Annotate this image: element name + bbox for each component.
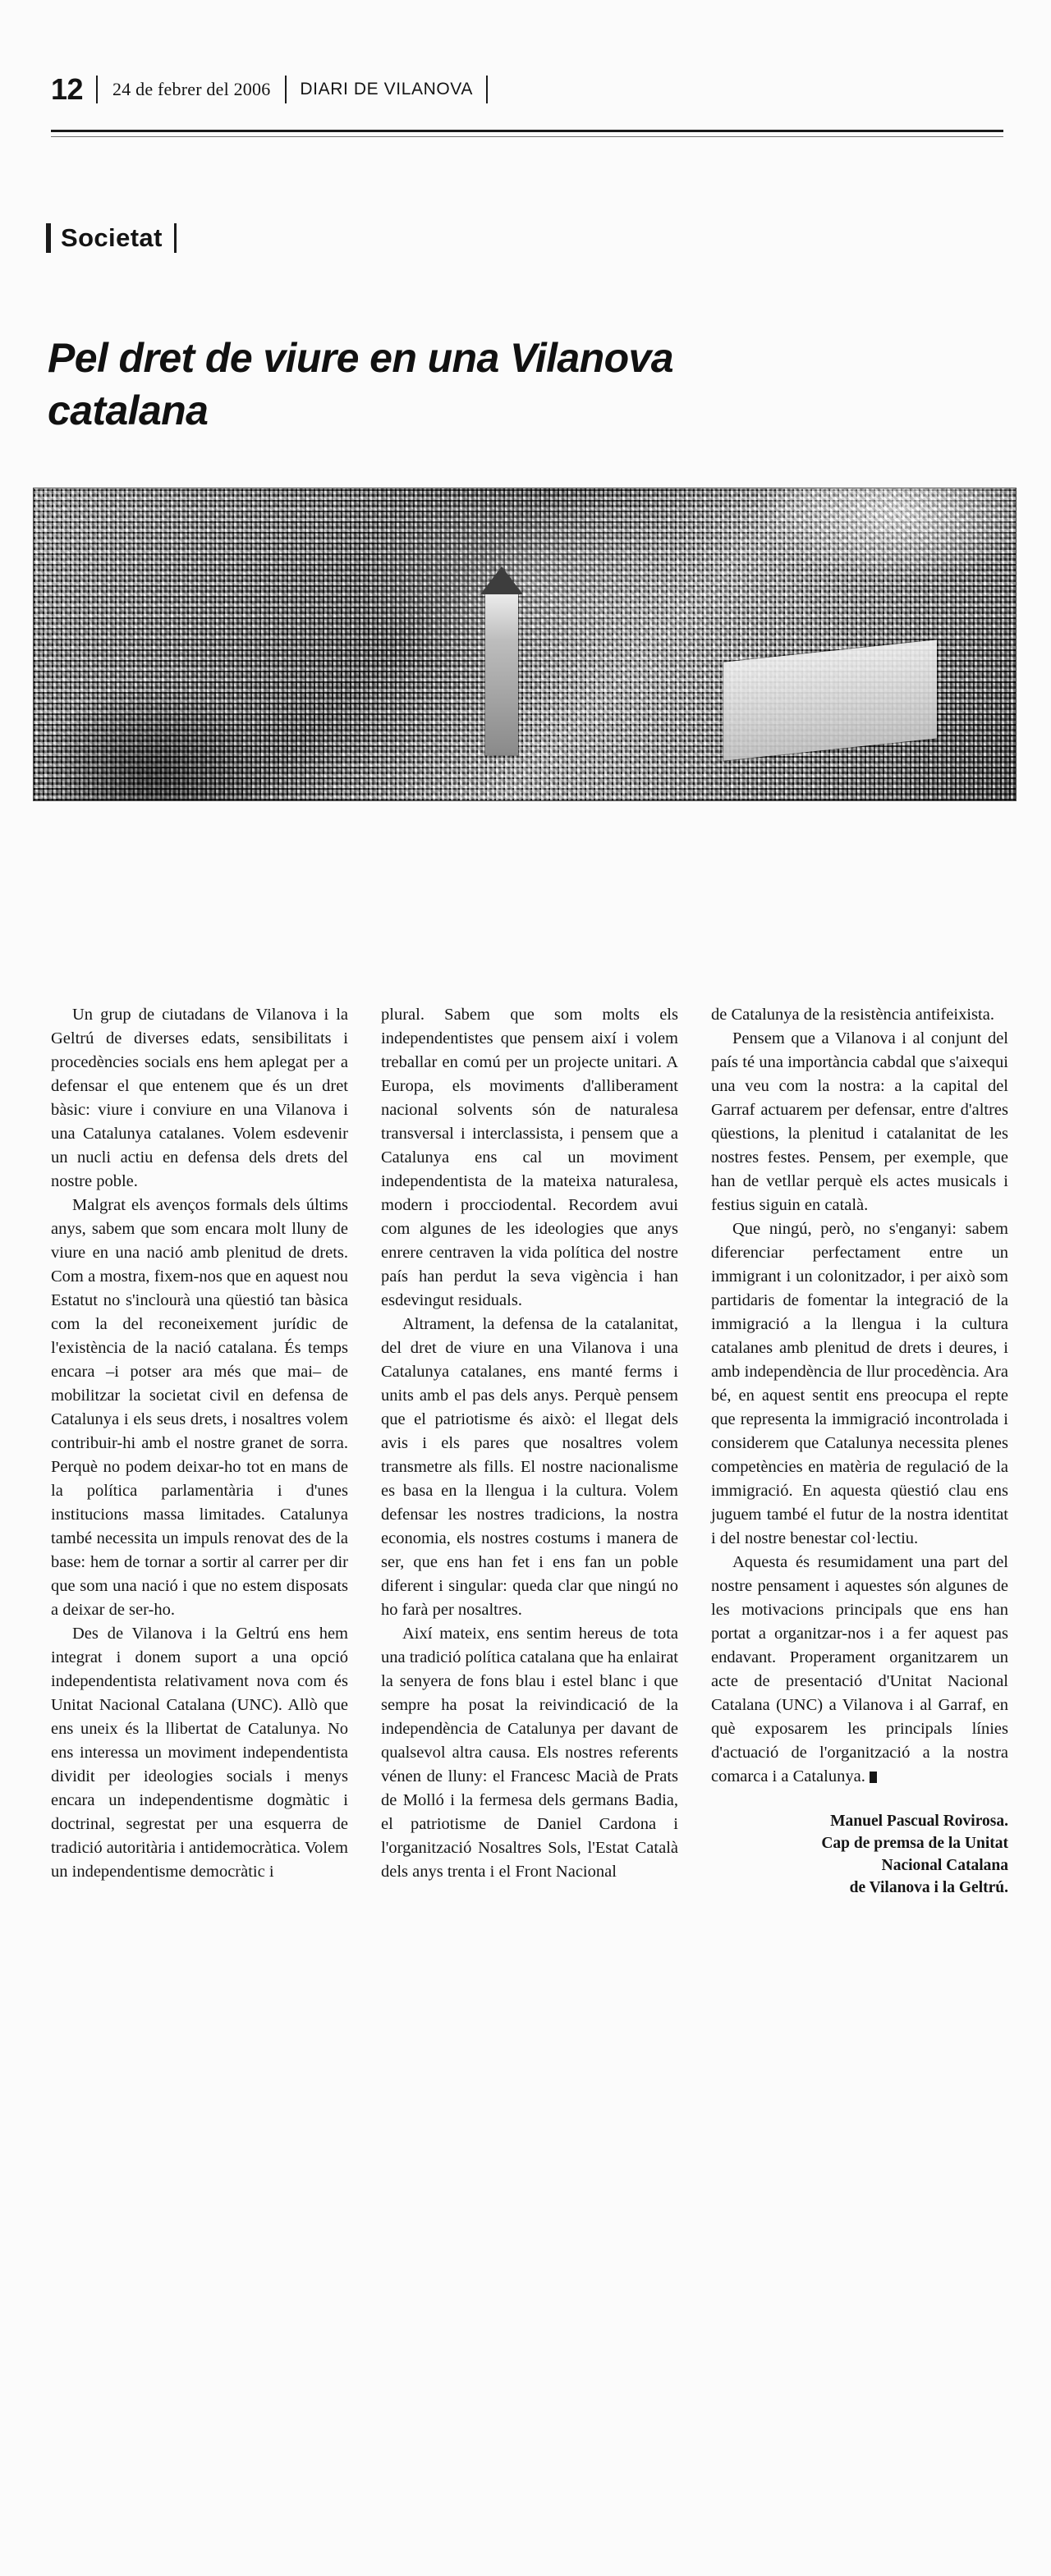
article-body	[51, 1003, 1010, 1899]
article-column-1	[51, 1003, 348, 1899]
section-name: Societat	[61, 223, 163, 252]
signature-role-2: Nacional Catalana	[881, 1857, 1008, 1874]
section-bar-left	[46, 223, 51, 253]
paragraph: Un grup de ciutadans de Vilanova i la Geltrú de diverses edats, sensibilitats i procedències socials ens hem aplegat per a defensar el que entenem que és un dret bàsic: viure i conviure en una Vilanova i una Catalunya catalanes. Volem esdevenir un nucli actiu en defensa dels drets del nostre poble.	[51, 1006, 348, 1190]
paragraph: Així mateix, ens sentim hereus de tota una tradició política catalana que ha enlairat la senyera de fons blau i estel blanc i que sempre ha posat la reivindicació de la independència de Catalunya per davant de qualsevol altra causa. Els nostres referents vénen de lluny: el Francesc Macià de Prats de Molló i la fermesa dels germans Badia, el patriotisme de Daniel Cardona i l'organització Nosaltres Sols, l'Estat Català dels anys trenta i el Front Nacional	[381, 1625, 678, 1881]
article-headline: Pel dret de viure en una Vilanova catalana	[48, 334, 673, 433]
paragraph: Pensem que a Vilanova i al conjunt del país té una importància cabdal que s'aixequi una veu com la nostra: a la capital del Garraf actuarem per defensar, entre d'altres qüestions, la plenitud i catalanitat de les nostres festes. Pensem, per exemple, que han de vetllar perquè els actes musicals i festius siguin en català.	[711, 1029, 1008, 1214]
article-column-3	[711, 1003, 1008, 1899]
paragraph: Malgrat els avenços formals dels últims anys, sabem que som encara molt lluny de viure en una nació amb plenitud de drets. Com a mostra, fixem-nos que en aquest nou Estatut no s'inclourà una qüestió tan bàsica com la del reconeixement jurídic de l'existència de la nació catalana. És temps encara –i potser ara més que mai– de mobilitzar la societat civil en defensa de Catalunya i els seus drets, i nosaltres volem contribuir-hi amb el nostre granet de sorra. Perquè no podem deixar-ho tot en mans de la política parlamentària i d'unes institucions massa limitades. Catalunya també necessita un impuls renovat des de la base: hem de tornar a sortir al carrer per dir que som una nació i que no estem disposats a deixar de ser-ho.	[51, 1196, 348, 1619]
article-signature	[711, 1810, 1008, 1899]
publication-name: DIARI DE VILANOVA	[300, 80, 473, 99]
signature-role-1: Cap de premsa de la Unitat	[821, 1835, 1008, 1852]
end-mark-icon	[870, 1772, 877, 1783]
signature-role-3: de Vilanova i la Geltrú.	[849, 1879, 1008, 1896]
masthead-rule-thin	[51, 136, 1003, 137]
paragraph: Des de Vilanova i la Geltrú ens hem integrat i donem suport a una opció independentista relativament nova com és Unitat Nacional Catalana (UNC). Allò que ens uneix és la llibertat de Catalunya. No ens interessa un moviment independentista dividit per ideologies socials i menys encara un independentisme dogmàtic i doctrinal, segrestat per una esquerra de tradició autoritària i antidemocràtica. Volem un independentisme democràtic i	[51, 1625, 348, 1881]
masthead-divider-3	[486, 76, 488, 103]
masthead	[51, 64, 1003, 115]
article-column-2	[381, 1003, 678, 1899]
church-tower-shape	[485, 591, 518, 755]
page-number: 12	[51, 72, 84, 106]
paragraph: Que ningú, però, no s'enganyi: sabem diferenciar perfectament entre un immigrant i un colonitzador, i per això som partidaris de fomentar la integració de la immigració a la llengua i la cultura catalanes amb plenitud de drets i deures, i amb independència de llur procedència. Ara bé, en aquest sentit ens preocupa el repte que representa la immigració incontrolada i considerem que Catalunya necessita plenes competències en matèria de regulació de la immigració. En aquesta qüestió clau ens juguem també el futur de la nostra identitat i del nostre benestar col·lectiu.	[711, 1220, 1008, 1547]
section-label	[46, 220, 177, 256]
masthead-rule	[51, 130, 1003, 132]
paragraph: de Catalunya de la resistència antifeixista.	[711, 1006, 994, 1024]
paragraph: plural. Sabem que som molts els independentistes que pensem així i volem treballar en comú per un projecte unitari. A Europa, els moviments d'alliberament nacional solvents són de naturalesa transversal i interclassista, i pensem que a Catalunya ens cal un moviment independentista de la mateixa naturalesa, modern i procciodental. Recordem avui com algunes de les ideologies que anys enrere centraven la vida política del nostre país han perdut la seva vigència i han esdevingut residuals.	[381, 1006, 678, 1309]
paragraph-last	[711, 1551, 1008, 1789]
masthead-date: 24 de febrer del 2006	[112, 79, 271, 99]
paragraph-text: Aquesta és resumidament una part del nostre pensament i aquestes són algunes de les motivacions principals que ens han portat a organitzar-nos i a fer aquest pas endavant. Properament organitzarem un acte de presentació d'Unitat Nacional Catalana (UNC) a Vilanova i al Garraf, en què exposarem les principals línies d'actuació de l'organització a la nostra comarca i a Catalunya.	[711, 1553, 1008, 1785]
signature-name: Manuel Pascual Rovirosa.	[830, 1813, 1008, 1830]
article-photo	[33, 488, 1017, 801]
paragraph: Altrament, la defensa de la catalanitat, del dret de viure en una Vilanova i una Catalunya catalanes, ens manté ferms i units amb el pas dels anys. Perquè pensem que el patriotisme és això: el llegat dels avis i els pares que nosaltres volem transmetre als fills. El nostre nacionalisme es basa en la llengua i la cultura. Volem defensar les nostres tradicions, la nostra economia, els nostres costums i manera de ser, que ens han fet i ens fan un poble diferent i singular: queda clar que ningú no ho farà per nosaltres.	[381, 1315, 678, 1619]
photo-texture	[34, 488, 1016, 800]
section-bar-right	[174, 223, 177, 253]
